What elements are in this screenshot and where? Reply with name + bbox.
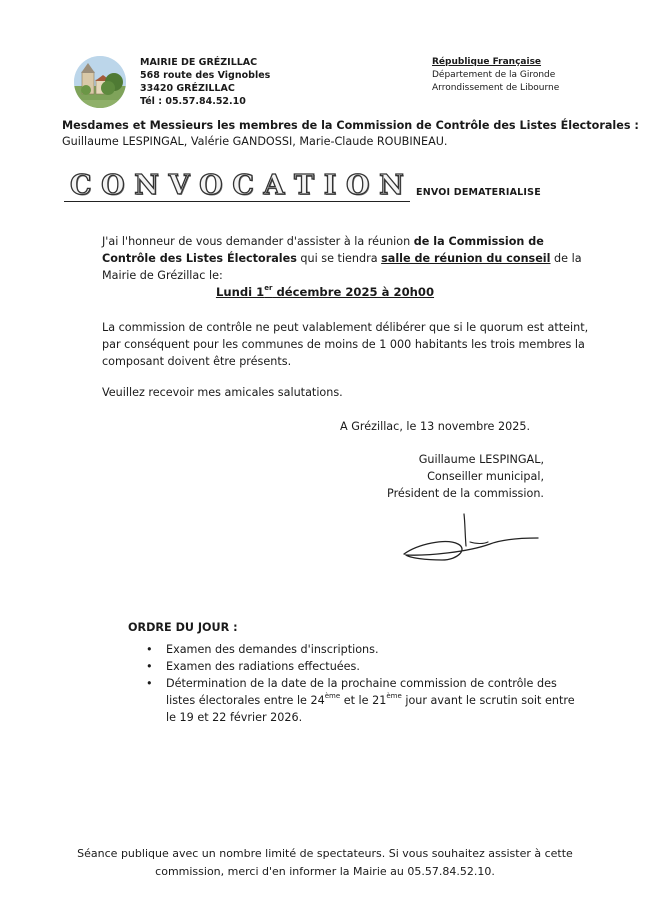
bullet-icon: •: [146, 677, 153, 690]
handwritten-signature: [398, 508, 548, 568]
place-and-date: A Grézillac, le 13 novembre 2025.: [340, 420, 531, 433]
mairie-address-block: [140, 56, 270, 108]
convocation-letter: C: [70, 170, 92, 201]
agenda-title: ORDRE DU JOUR :: [128, 621, 238, 634]
salutations: Veuillez recevoir mes amicales salutations.: [102, 386, 343, 399]
convocation-title: [64, 172, 410, 202]
convocation-letter: O: [101, 170, 125, 201]
republic-label: République Française: [432, 57, 542, 67]
mairie-logo-image: [74, 56, 126, 108]
agenda-list: [146, 641, 576, 726]
agenda-item-text-3: jour avant le scrutin soit entre le 19 et 22 février 2026.: [166, 694, 575, 724]
address-line-1: 568 route des Vignobles: [140, 70, 271, 81]
invitation-text-1: J'ai l'honneur de vous demander d'assister à la réunion: [102, 235, 414, 248]
recipients-block: [62, 118, 639, 150]
convocation-letter: O: [199, 170, 223, 201]
arrondissement-label: Arrondissement de Libourne: [432, 83, 560, 93]
bullet-icon: •: [146, 660, 153, 673]
agenda-item-sup-2: ème: [386, 692, 402, 701]
invitation-paragraph: [62, 233, 592, 284]
quorum-paragraph: [62, 319, 592, 370]
agenda-item: [146, 675, 576, 726]
signer-name: Guillaume LESPINGAL,: [418, 453, 544, 466]
footer-line-2: commission, merci d'en informer la Mairie au 05.57.84.52.10.: [155, 865, 495, 878]
agenda-item: [146, 641, 576, 658]
agenda-item-text: Examen des demandes d'inscriptions.: [166, 643, 379, 656]
signer-role-2: Président de la commission.: [387, 487, 544, 500]
agenda-item-text-1: Détermination de la date de la prochaine commission de contrôle des listes électorales entre le 24: [166, 677, 557, 707]
agenda-item-sup-1: ème: [324, 692, 341, 701]
invitation-text-3: de la Mairie de Grézillac le:: [102, 252, 582, 282]
meeting-date-sup: er: [264, 284, 273, 293]
meeting-room: salle de réunion du conseil: [381, 252, 551, 265]
convocation-letter: N: [379, 170, 404, 201]
administrative-block: [432, 56, 559, 95]
convocation-letter: T: [294, 170, 315, 201]
recipients-heading: Mesdames et Messieurs les membres de la Commission de Contrôle des Listes Électorales :: [62, 119, 639, 132]
convocation-letter: O: [346, 170, 370, 201]
invitation-text-2: qui se tiendra: [296, 252, 382, 265]
recipients-names: Guillaume LESPINGAL, Valérie GANDOSSI, Marie-Claude ROUBINEAU.: [62, 135, 448, 148]
convocation-letter: C: [232, 170, 254, 201]
signer-role-1: Conseiller municipal,: [427, 470, 544, 483]
mairie-name: MAIRIE DE GRÉZILLAC: [140, 57, 258, 68]
meeting-date-day: Lundi 1: [215, 285, 265, 299]
address-line-2: 33420 GRÉZILLAC: [140, 83, 235, 94]
signer-block: [330, 451, 544, 502]
commission-name: de la Commission de Contrôle des Listes Électorales: [102, 235, 544, 265]
footer-note: [0, 845, 650, 881]
agenda-item-text: Examen des radiations effectuées.: [166, 660, 360, 673]
quorum-text: La commission de contrôle ne peut valablement délibérer que si le quorum est atteint, par conséquent pour les communes de moins de 1 000 habitants les trois membres la composant doivent être présents.: [102, 321, 589, 368]
agenda-item-text-2: et le 21: [340, 694, 387, 707]
convocation-letter: I: [323, 170, 337, 201]
envoi-dematerialise-label: ENVOI DEMATERIALISE: [416, 187, 541, 198]
phone-number: Tél : 05.57.84.52.10: [140, 96, 246, 107]
bullet-icon: •: [146, 643, 153, 656]
convocation-letter: N: [134, 170, 159, 201]
agenda-item: [146, 658, 576, 675]
convocation-letter: V: [168, 170, 190, 201]
meeting-date-rest: décembre 2025 à 20h00: [272, 285, 435, 299]
departement-label: Département de la Gironde: [432, 70, 556, 80]
convocation-letter: A: [263, 170, 285, 201]
meeting-date: [0, 285, 650, 299]
footer-line-1: Séance publique avec un nombre limité de spectateurs. Si vous souhaitez assister à cette: [77, 847, 573, 860]
